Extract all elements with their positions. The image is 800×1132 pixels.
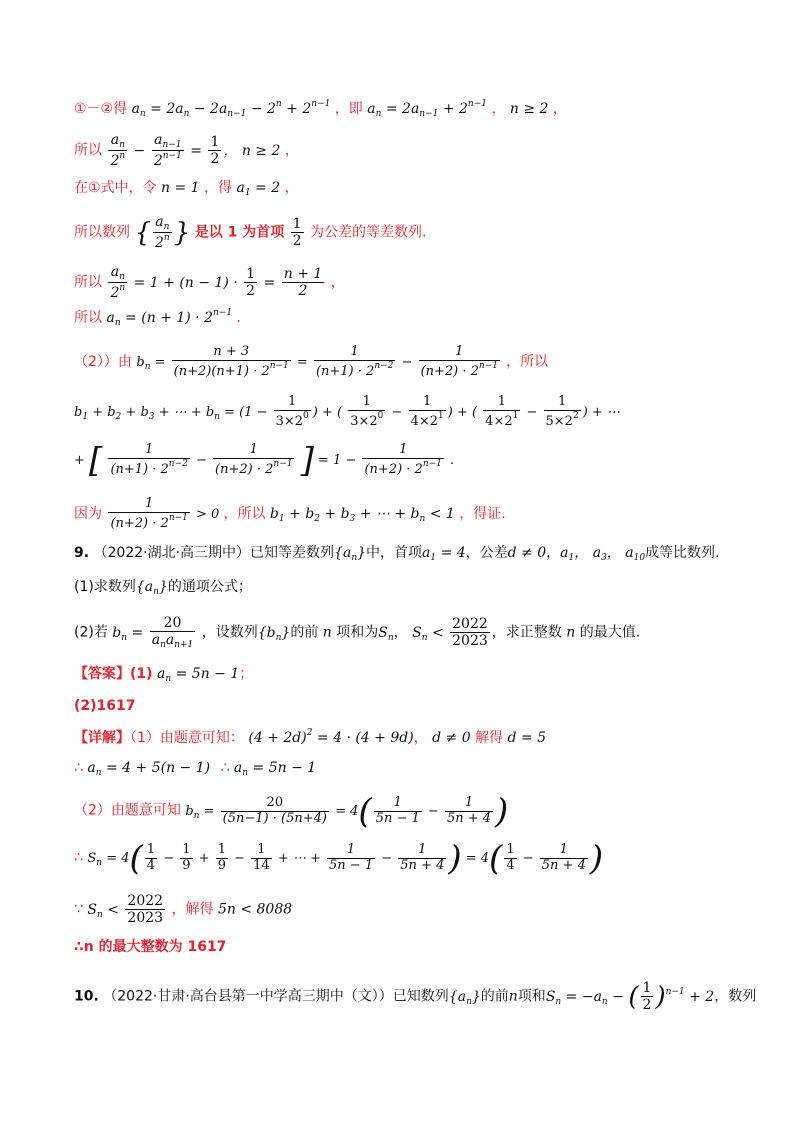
answer-line-2: (2)1617 — [74, 698, 136, 714]
formula: $a_n = 2a_n - 2a_{n-1} - 2^n + 2^{n-1}$ — [131, 99, 331, 119]
solution-line-5: 所以 $\frac{a_n}{2^n}$ = 1 + (n − 1) · $\frac{1}{2}$ = $\frac{n + 1}{2}$ ， — [74, 264, 345, 302]
solution-line-1: ①－②得 $a_n = 2a_n - 2a_{n-1} - 2^n + 2^{n-1}$ ，即 $a_n = 2a_{n-1} + 2^{n-1}$ ， n ≥ 2 ， — [74, 99, 567, 119]
solution-line-8: $b_1 + b_2 + b_3$ + ⋯ + $b_n = (1$ − $\frac{1}{3\times 2^0}$ ) + ( $\frac{1}{3\times 2^0}$ − $\frac{1}{4\times 2^1}$ ) + ( $\frac{1}{4\times 2^1}$ − $\frac{1}{5\times 2^2}$ ) + ⋯ — [74, 394, 620, 429]
solution-line-7: （2））由 $b_n$ = $\frac{n + 3}{(n+2)(n+1) \cdot 2^{n-1}}$ = $\frac{1}{(n+1) \cdot 2^{n-2}}$ − $\frac{1}{(n+2) \cdot 2^{n-1}}$ ，所以 — [74, 344, 549, 379]
detail-line-2: ∴ $a_n = 4 + 5(n - 1)$ ∴ $a_n = 5n - 1$ — [74, 760, 317, 778]
detail-conclusion: ∴n 的最大整数为 1617 — [74, 939, 227, 955]
solution-line-3: 在①式中，令 n = 1 ，得 $a_1 = 2$ ， — [74, 180, 299, 198]
solution-line-9: + [ $\frac{1}{(n+1) \cdot 2^{n-2}}$ − $\frac{1}{(n+2) \cdot 2^{n-1}}$ ] = 1 − $\frac{1}{(n+2) \cdot 2^{n-1}}$ . — [74, 440, 455, 481]
detail-line-3: （2）由题意可知 $b_n$ = $\frac{20}{(5n-1) \cdot (5n+4)}$ = 4( $\frac{1}{5n - 1}$ − $\frac{1}{5n + 4}$ ) — [74, 791, 509, 831]
question-9-part-2: (2)若 $b_n$ = $\frac{20}{a_na_{n+1}}$ ，设数列$\{b_n\}$的前 n 项和为$S_n$， $S_n$ < $\frac{2022}{2023}$ ，求正整数 n 的最大值. — [74, 615, 641, 651]
solution-line-2: 所以 $\frac{a_n}{2^n}$ − $\frac{a_{n-1}}{2^{n-1}}$ = $\frac{1}{2}$ ， n ≥ 2 ， — [74, 132, 299, 170]
question-9-stem: 9. （2022·湖北·高三期中）已知等差数列$\{a_n\}$中，首项$a_1 = 4$，公差d ≠ 0，$a_1$， $a_3$， $a_{10}$成等比数列. — [74, 545, 720, 563]
question-10-stem: 10. （2022·甘肃·高台县第一中学高三期中（文））已知数列$\{a_n\}$的前n项和$S_n = -a_n$ − ( $\frac{1}{2}$ )$^{n-1}$ + 2，数列 — [74, 980, 757, 1014]
question-9-part-1: (1)求数列$\{a_n\}$的通项公式； — [74, 579, 252, 597]
answer-line-1: 【答案】(1) $a_n = 5n - 1$； — [74, 666, 254, 684]
formula: $a_n = 2a_{n-1} + 2^{n-1}$ — [367, 99, 487, 119]
detail-line-4: ∴ $S_n = 4$( $\frac{1}{4}$ − $\frac{1}{9}$ + $\frac{1}{9}$ − $\frac{1}{14}$ + ⋯ + $\frac{1}{5n - 1}$ − $\frac{1}{5n + 4}$ ) = 4( $\frac{1}{4}$ − $\frac{1}{5n + 4}$ ) — [74, 838, 604, 878]
detail-line-1: 【详解】（1）由题意可知： $(4 + 2d)^2 = 4 \cdot (4 + 9d)$， d ≠ 0 解得 d = 5 — [74, 728, 547, 746]
detail-line-5: ∵ $S_n$ < $\frac{2022}{2023}$ ，解得 5n < 8088 — [74, 893, 293, 927]
solution-line-4: 所以数列 { $\frac{a_n}{2^n}$ } 是以 1 为首项 $\frac{1}{2}$ 为公差的等差数列. — [74, 214, 427, 252]
solution-line-10: 因为 $\frac{1}{(n+2) \cdot 2^{n-1}}$ > 0 ，所以 $b_1 + b_2 + b_3$ + ⋯ + $b_n < 1$ ，得证. — [74, 496, 506, 531]
formula: $\frac{a_n}{2^n}$ − $\frac{a_{n-1}}{2^{n-1}}$ = $\frac{1}{2}$ ， n ≥ 2 — [110, 132, 285, 170]
solution-line-6: 所以 $a_n = (n + 1) \cdot 2^{n-1}$ . — [74, 308, 241, 328]
